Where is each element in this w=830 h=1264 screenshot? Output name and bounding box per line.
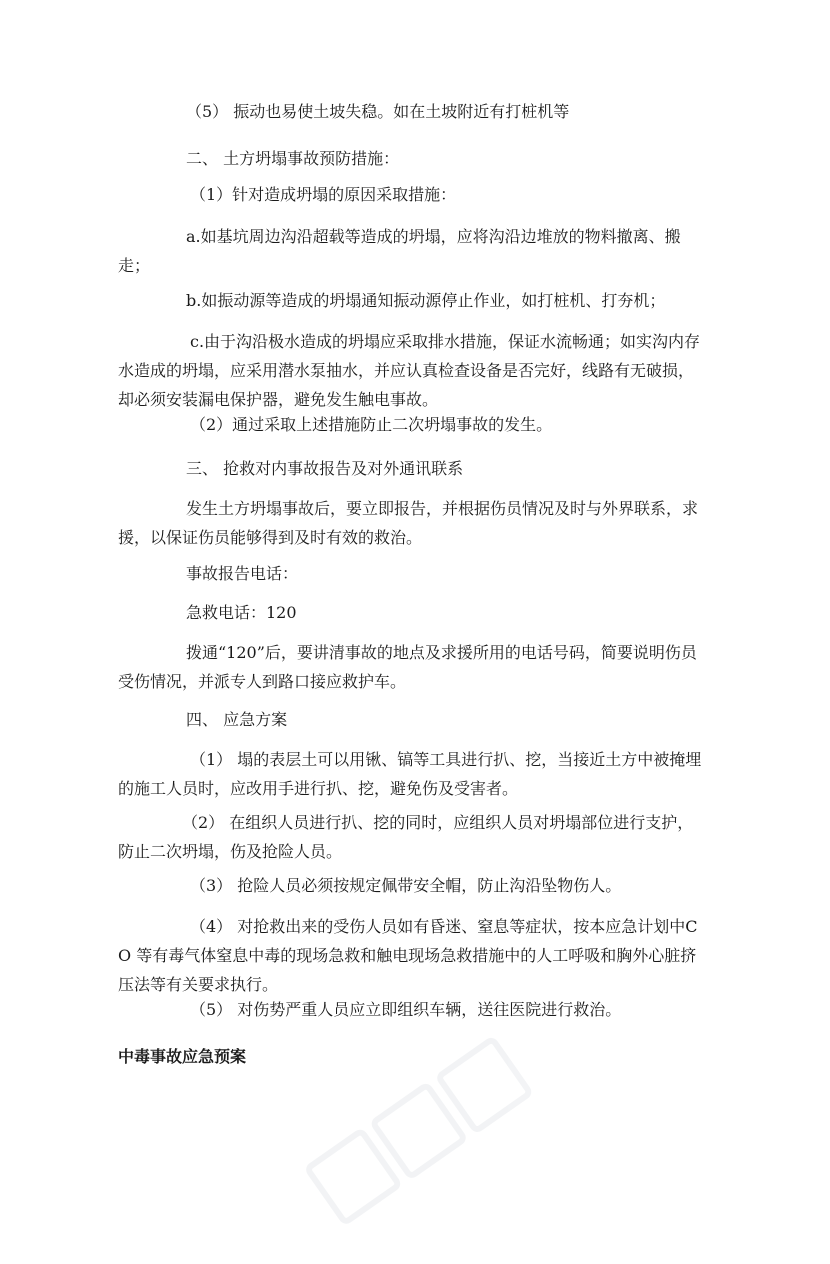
paragraph-report-procedure: 发生土方坍塌事故后，要立即报告，并根据伤员情况及时与外界联系，求援，以保证伤员能够得到及时有效的救治。 — [118, 499, 699, 547]
section-heading-reporting: 三、 抢救对内事故报告及对外通讯联系 — [186, 459, 464, 478]
section-title-poisoning-plan: 中毒事故应急预案 — [118, 1047, 247, 1066]
paragraph-plan-3: （3） 抢险人员必须按规定佩带安全帽，防止沟沿坠物伤人。 — [190, 876, 622, 895]
section-heading-emergency-plan: 四、 应急方案 — [186, 710, 288, 729]
section-heading-prevention: 二、 土方坍塌事故预防措施： — [186, 149, 400, 168]
watermark-logo — [289, 1016, 571, 1263]
paragraph-plan-4: （4） 对抢救出来的受伤人员如有昏迷、窒息等症状，按本应急计划中CO 等有毒气体窒息中毒的现场急救和触电现场急救措施中的人工呼吸和胸外心脏挤压法等有关要求执行。 — [118, 917, 698, 994]
paragraph-plan-5: （5） 对伤势严重人员应立即组织车辆，送往医院进行救治。 — [190, 1000, 622, 1019]
paragraph-measure-a: a.如基坑周边沟沿超载等造成的坍塌，应将沟沿边堆放的物料撤离、搬走； — [118, 227, 681, 275]
paragraph-vibration-note: （5） 振动也易使土坡失稳。如在土坡附近有打桩机等 — [186, 102, 570, 121]
paragraph-measures-intro: （1）针对造成坍塌的原因采取措施： — [190, 185, 457, 204]
paragraph-measure-b: b.如振动源等造成的坍塌通知振动源停止作业，如打桩机、打夯机； — [186, 291, 666, 310]
paragraph-prevent-secondary: （2）通过采取上述措施防止二次坍塌事故的发生。 — [190, 415, 553, 434]
paragraph-emergency-phone: 急救电话：120 — [186, 603, 297, 622]
paragraph-measure-c: c.由于沟沿极水造成的坍塌应采取排水措施，保证水流畅通；如实沟内存水造成的坍塌，应采用潜水泵抽水，并应认真检查设备是否完好，线路有无破损，却必须安装漏电保护器，避免发生触电事故。 — [118, 332, 701, 409]
paragraph-call-instructions: 拨通“120”后，要讲清事故的地点及求援所用的电话号码，简要说明伤员受伤情况，并派专人到路口接应救护车。 — [118, 643, 697, 691]
paragraph-plan-2: （2） 在组织人员进行扒、挖的同时，应组织人员对坍塌部位进行支护，防止二次坍塌，伤及抢险人员。 — [118, 813, 694, 861]
paragraph-report-phone: 事故报告电话： — [186, 564, 299, 583]
paragraph-plan-1: （1） 塌的表层土可以用锹、镐等工具进行扒、挖，当接近土方中被掩埋的施工人员时，应改用手进行扒、挖，避免伤及受害者。 — [118, 750, 702, 798]
